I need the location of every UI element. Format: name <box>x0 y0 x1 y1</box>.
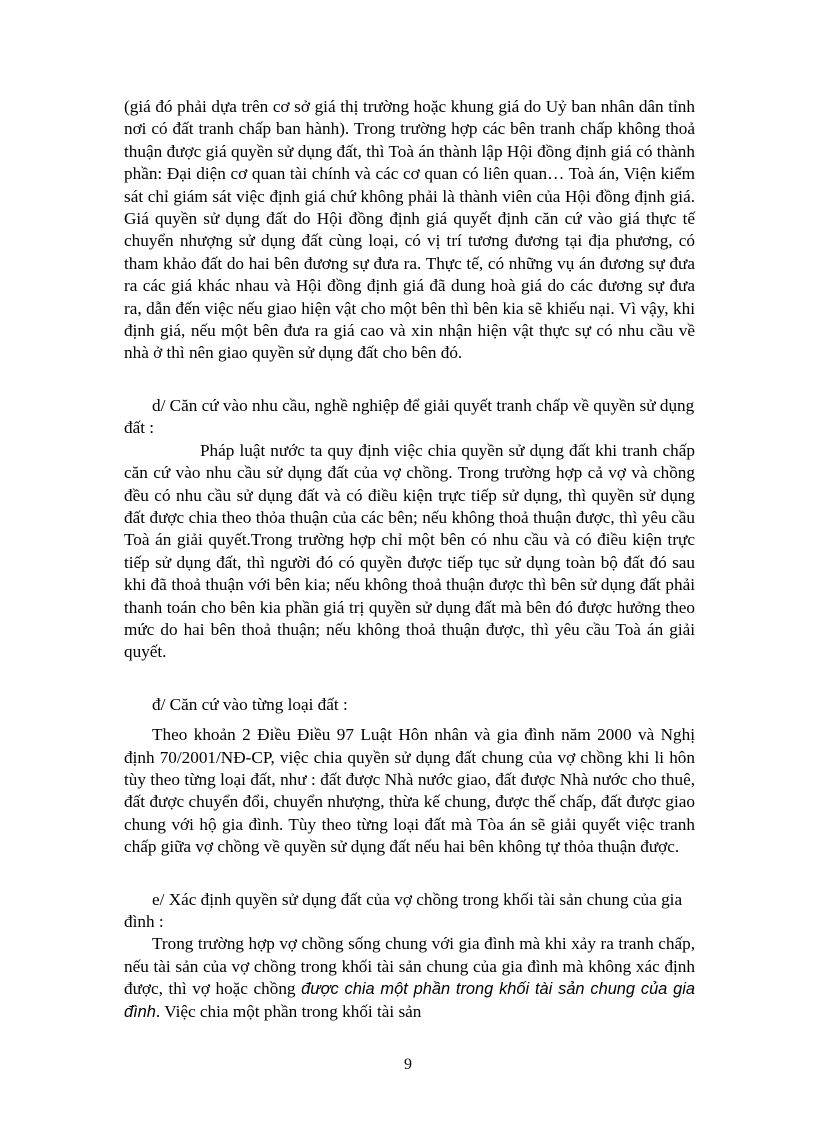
spacer <box>124 365 695 395</box>
document-page <box>124 96 695 1023</box>
page-number: 9 <box>404 1056 412 1073</box>
heading-e: e/ Xác định quyền sử dụng đất của vợ chồng trong khối tài sản chung của gia đình : <box>124 889 683 931</box>
heading-d: d/ Căn cứ vào nhu cầu, nghề nghiệp để giải quyết tranh chấp về quyền sử dụng đất : <box>124 395 695 438</box>
paragraph-dd: Theo khoản 2 Điều Điều 97 Luật Hôn nhân và gia đình năm 2000 và Nghị định 70/2001/NĐ-CP, việc chia quyền sử dụng đất chung của vợ chồng khi li hôn tùy theo từng loại đất, như : đất được Nhà nước giao, đất được Nhà nước cho thuê, đất được chuyển đổi, chuyển nhượng, thừa kế chung, được thế chấp, đất được giao chung với hộ gia đình. Tùy theo từng loại đất mà Tòa án sẽ giải quyết việc tranh chấp giữa vợ chồng về quyền sử dụng đất nếu hai bên không tự thỏa thuận được. <box>124 725 695 857</box>
paragraph-d: Pháp luật nước ta quy định việc chia quyền sử dụng đất khi tranh chấp căn cứ vào nhu cầu sử dụng đất của vợ chồng. Trong trường hợp cả vợ và chồng đều có nhu cầu sử dụng đất và có điều kiện trực tiếp sử dụng, thì quyền sử dụng đất được chia theo thỏa thuận của các bên; nếu không thoả thuận được, thì yêu cầu Toà án giải quyết.Trong trường hợp chỉ một bên có nhu cầu và có điều kiện trực tiếp sử dụng đất, thì người đó có quyền được tiếp tục sử dụng toàn bộ đất đó sau khi đã thoả thuận với bên kia; nếu không thoả thuận được thì bên sử dụng đất phải thanh toán cho bên kia phần giá trị quyền sử dụng đất mà bên đó được hưởng theo mức do hai bên thoả thuận; nếu không thoả thuận được, thì yêu cầu Toà án giải quyết. <box>124 440 695 662</box>
heading-dd: đ/ Căn cứ vào từng loại đất : <box>152 694 348 714</box>
spacer <box>124 664 695 694</box>
paragraph-e-end: . Việc chia một phần trong khối tài sản <box>155 1001 422 1021</box>
spacer <box>124 716 695 724</box>
paragraph-e-italic: được chia một phần trong khối tài sản chung của gia đình <box>124 980 696 1021</box>
paragraph-e <box>124 933 695 1023</box>
spacer <box>124 859 695 889</box>
paragraph-e-start: Trong trường hợp vợ chồng sống chung với gia đình mà khi xảy ra tranh chấp, nếu tài sản của vợ chồng trong khối tài sản chung của gia đình mà không xác định được, thì vợ hoặc chồng <box>124 934 695 999</box>
paragraph-intro: (giá đó phải dựa trên cơ sở giá thị trường hoặc khung giá do Uỷ ban nhân dân tỉnh nơi có đất tranh chấp ban hành). Trong trường hợp các bên tranh chấp không thoả thuận được giá quyền sử dụng đất, thì Toà án thành lập Hội đồng định giá có thành phần: Đại diện cơ quan tài chính và các cơ quan có liên quan… Toà án, Viện kiểm sát chỉ giám sát việc định giá chứ không phải là thành viên của Hội đồng định giá. Giá quyền sử dụng đất do Hội đồng định giá quyết định căn cứ vào giá thực tế chuyển nhượng sử dụng đất cùng loại, có vị trí tương đương tại địa phương, có tham khảo đất do hai bên đương sự đưa ra. Thực tế, có những vụ án đương sự đưa ra các giá khác nhau và Hội đồng định giá đã dung hoà giá do các đương sự đưa ra, dẫn đến việc nếu giao hiện vật cho một bên thì bên kia sẽ khiếu nại. Vì vậy, khi định giá, nếu một bên đưa ra giá cao và xin nhận hiện vật thực sự có nhu cầu về nhà ở thì nên giao quyền sử dụng đất cho bên đó. <box>124 97 695 363</box>
